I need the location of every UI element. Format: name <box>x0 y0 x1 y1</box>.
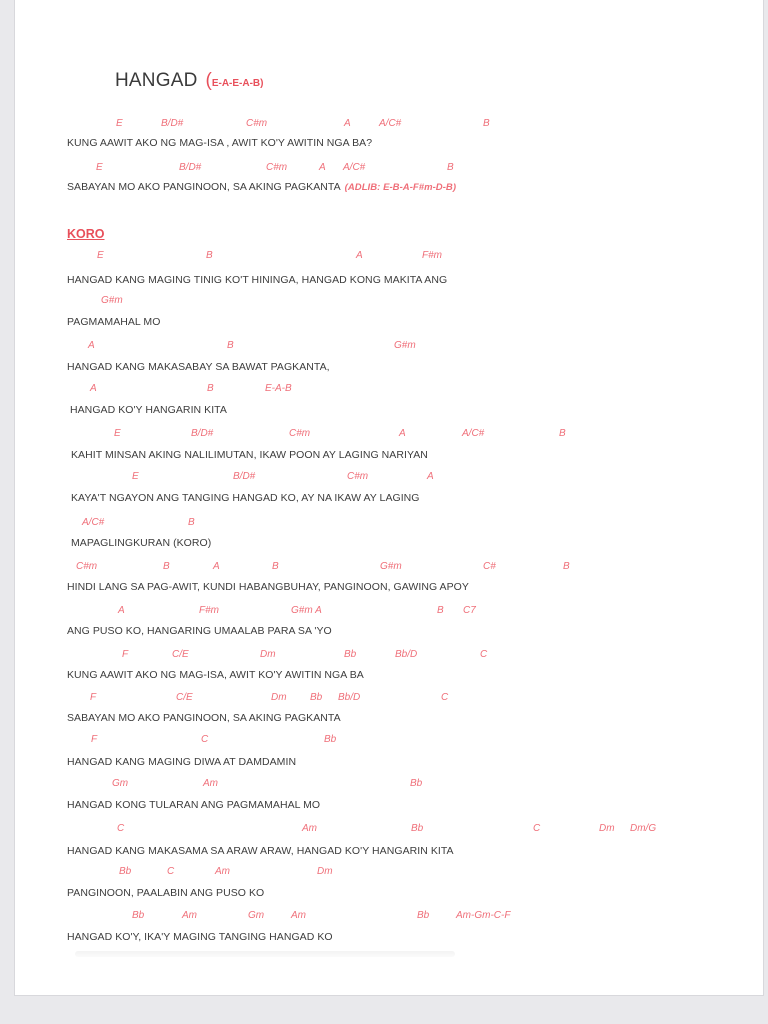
lyric-line <box>67 181 456 193</box>
chord: C <box>117 823 125 834</box>
chord: G#m <box>101 295 123 306</box>
chord: A <box>319 162 326 173</box>
chord: Gm <box>248 910 265 921</box>
lyric-line: PAGMAMAHAL MO <box>67 316 161 328</box>
lyric-line: HANGAD KO'Y HANGARIN KITA <box>70 404 227 416</box>
chord: F#m <box>422 250 442 261</box>
chord: Am <box>215 866 230 877</box>
chord: A/C# <box>379 118 402 129</box>
chord: B <box>206 250 213 261</box>
chord: F <box>91 734 98 745</box>
chord: Am <box>182 910 197 921</box>
chord: G#m <box>394 340 416 351</box>
chord: Bb <box>411 823 424 834</box>
song-title <box>115 70 263 92</box>
chord: F <box>90 692 97 703</box>
chord: A <box>427 471 434 482</box>
chord: Bb <box>410 778 423 789</box>
lyric-line: HANGAD KANG MAGING DIWA AT DAMDAMIN <box>67 756 297 768</box>
lyric-line: HANGAD KO'Y, IKA'Y MAGING TANGING HANGAD KO <box>67 931 333 943</box>
chord: Dm <box>271 692 287 703</box>
chord: Dm <box>317 866 333 877</box>
chord: C#m <box>76 561 98 572</box>
chord: A <box>356 250 363 261</box>
chord: A <box>344 118 351 129</box>
chord: Bb <box>310 692 323 703</box>
chord: A <box>90 383 97 394</box>
chord: A/C# <box>82 517 105 528</box>
chord: E-A-B <box>265 383 292 394</box>
chord: G#m A <box>291 605 322 616</box>
chord: A <box>118 605 125 616</box>
chord: A/C# <box>462 428 485 439</box>
chord: B <box>188 517 195 528</box>
chord: B <box>207 383 214 394</box>
chord: Bb/D <box>395 649 418 660</box>
chord: B <box>163 561 170 572</box>
chord: E <box>132 471 139 482</box>
chord: Bb/D <box>338 692 361 703</box>
chord: A <box>399 428 406 439</box>
chord: A/C# <box>343 162 366 173</box>
chord: C <box>441 692 449 703</box>
chord: Bb <box>417 910 430 921</box>
chord: Dm/G <box>630 823 657 834</box>
chord: C <box>480 649 488 660</box>
chord: C# <box>483 561 496 572</box>
chord: C#m <box>347 471 369 482</box>
lyric-line: MAPAGLINGKURAN (KORO) <box>71 537 212 549</box>
chord: G#m <box>380 561 402 572</box>
chord: B <box>272 561 279 572</box>
chord: B <box>559 428 566 439</box>
lyric-line: KUNG AAWIT AKO NG MAG-ISA , AWIT KO'Y AWITIN NGA BA? <box>67 137 373 149</box>
lyric-line: HINDI LANG SA PAG-AWIT, KUNDI HABANGBUHAY, PANGINOON, GAWING APOY <box>67 581 469 593</box>
adlib-note: (ADLIB: E-B-A-F#m-D-B) <box>344 182 457 193</box>
lyric-line: KUNG AAWIT AKO NG MAG-ISA, AWIT KO'Y AWITIN NGA BA <box>67 669 364 681</box>
chord: Dm <box>599 823 615 834</box>
chord: C#m <box>289 428 311 439</box>
lyric-line: ANG PUSO KO, HANGARING UMAALAB PARA SA 'YO <box>67 625 332 637</box>
chord: E <box>97 250 104 261</box>
lyric-line: HANGAD KANG MAKASAMA SA ARAW ARAW, HANGAD KO'Y HANGARIN KITA <box>67 845 454 857</box>
chord: Am-Gm-C-F <box>456 910 511 921</box>
chord: E <box>114 428 121 439</box>
chord: Bb <box>132 910 145 921</box>
chord: B/D# <box>161 118 184 129</box>
chord: C <box>201 734 209 745</box>
chord: F#m <box>199 605 219 616</box>
lyric-text: SABAYAN MO AKO PANGINOON, SA AKING PAGKANTA <box>67 181 341 193</box>
chord: C <box>533 823 541 834</box>
lyric-line: HANGAD KANG MAGING TINIG KO'T HININGA, HANGAD KONG MAKITA ANG <box>67 274 448 286</box>
chord: B/D# <box>233 471 256 482</box>
chord: E <box>116 118 123 129</box>
song-title-text: HANGAD <box>115 70 198 91</box>
chord: F <box>122 649 129 660</box>
chord: C#m <box>246 118 268 129</box>
chord: Gm <box>112 778 129 789</box>
chord: Am <box>302 823 317 834</box>
chord: Bb <box>344 649 357 660</box>
chord: B <box>563 561 570 572</box>
chord: Am <box>203 778 218 789</box>
lyric-line: KAHIT MINSAN AKING NALILIMUTAN, IKAW POON AY LAGING NARIYAN <box>71 449 428 461</box>
chord: C/E <box>172 649 189 660</box>
chord: C#m <box>266 162 288 173</box>
lyric-line: SABAYAN MO AKO PANGINOON, SA AKING PAGKANTA <box>67 712 341 724</box>
song-key: E-A-E-A-B) <box>211 78 264 89</box>
chord: Bb <box>324 734 337 745</box>
chord: A <box>88 340 95 351</box>
chord: B <box>437 605 444 616</box>
chord: Dm <box>260 649 276 660</box>
chord: C/E <box>176 692 193 703</box>
song-key-paren: ( <box>205 70 212 91</box>
lyric-line: KAYA'T NGAYON ANG TANGING HANGAD KO, AY NA IKAW AY LAGING <box>71 492 420 504</box>
chord: Am <box>291 910 306 921</box>
chord: B/D# <box>191 428 214 439</box>
chord: B/D# <box>179 162 202 173</box>
chord: Bb <box>119 866 132 877</box>
faded-line <box>75 951 455 957</box>
chord: C <box>167 866 175 877</box>
chord: C7 <box>463 605 476 616</box>
koro-label: KORO <box>67 227 105 241</box>
chord: B <box>483 118 490 129</box>
chord: A <box>213 561 220 572</box>
lyric-line: HANGAD KONG TULARAN ANG PAGMAMAHAL MO <box>67 799 321 811</box>
document-page <box>14 0 764 996</box>
lyric-line: PANGINOON, PAALABIN ANG PUSO KO <box>67 887 265 899</box>
chord: B <box>227 340 234 351</box>
lyric-line: HANGAD KANG MAKASABAY SA BAWAT PAGKANTA, <box>67 361 330 373</box>
chord: E <box>96 162 103 173</box>
chord: B <box>447 162 454 173</box>
